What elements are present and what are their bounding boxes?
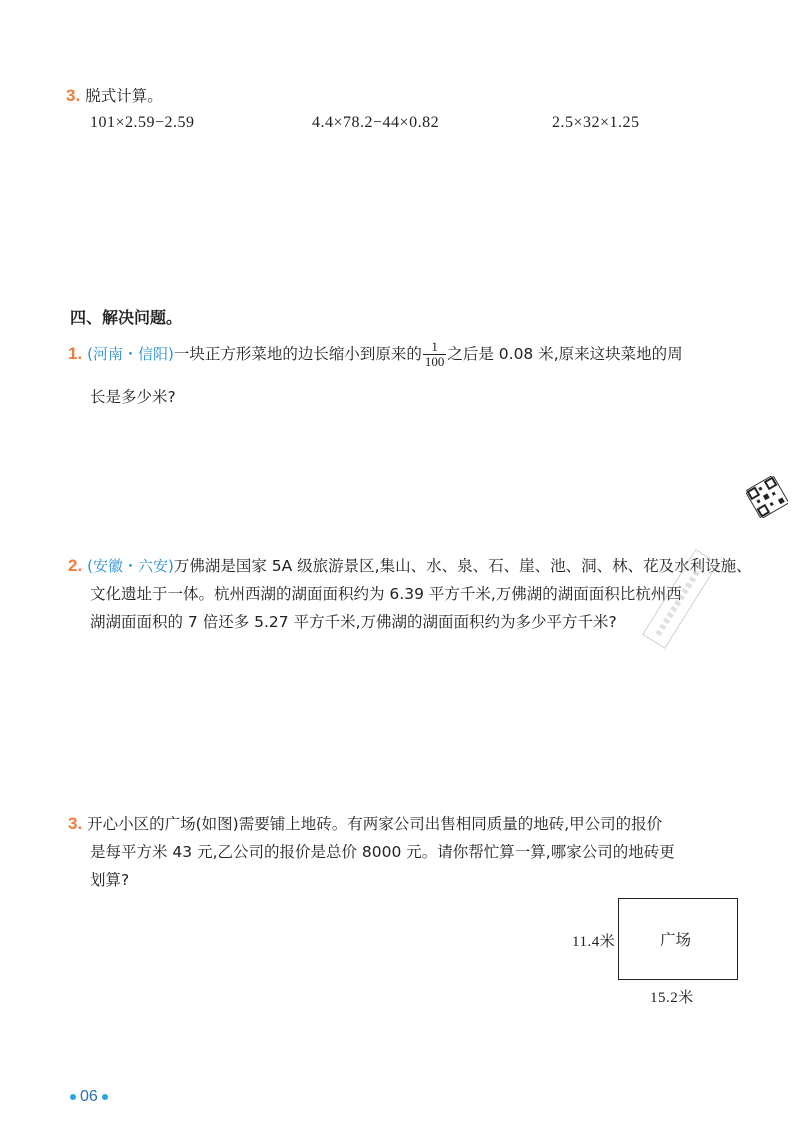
q2-number: 2. [68,556,83,575]
q3-number: 3. [68,814,83,833]
q1-fraction [423,340,447,369]
watermark-stamp [612,540,752,660]
q2-line3: 湖湖面面积的 7 倍还多 5.27 平方千米,万佛湖的湖面面积约为多少平方千米? [90,613,617,631]
section3-title: 脱式计算。 [85,87,163,105]
q1-text-pre: 一块正方形菜地的边长缩小到原来的 [173,345,422,363]
q1-source: (河南・信阳) [87,345,174,363]
page-number-text: 06 [80,1088,98,1105]
page-dot-left-icon [70,1094,76,1100]
expression-1: 101×2.59−2.59 [90,114,195,131]
q1-number: 1. [68,344,83,363]
expression-2: 4.4×78.2−44×0.82 [312,114,440,131]
q1-fraction-denominator: 100 [424,354,445,369]
plaza-width-label: 15.2米 [650,990,694,1006]
q3-line2: 是每平方米 43 元,乙公司的报价是总价 8000 元。请你帮忙算一算,哪家公司的地砖更 [90,843,675,861]
q3-line3: 划算? [90,871,130,889]
q3-text-1: 开心小区的广场(如图)需要铺上地砖。有两家公司出售相同质量的地砖,甲公司的报价 [87,815,663,833]
qr-code-icon [746,476,788,518]
section3-heading [66,86,163,106]
plaza-height-label: 11.4米 [572,934,616,950]
q1-text-post: 之后是 0.08 米,原来这块菜地的周 [447,345,683,363]
q1-line1 [68,340,683,369]
page-number [66,1088,112,1106]
q3-line1 [68,812,662,834]
q2-source: (安徽・六安) [87,557,174,575]
q2-line2: 文化遗址于一体。杭州西湖的湖面面积约为 6.39 平方千米,万佛湖的湖面面积比杭州西 [90,585,682,603]
expression-3: 2.5×32×1.25 [552,114,640,131]
section3-number: 3. [66,86,81,105]
page-dot-right-icon [102,1094,108,1100]
q1-fraction-numerator: 1 [431,339,438,354]
q2-text-1: 万佛湖是国家 5A 级旅游景区,集山、水、泉、石、崖、池、洞、林、花及水利设施、 [173,557,752,575]
section4-title: 四、解决问题。 [70,308,183,327]
q1-line2: 长是多少米? [90,388,176,406]
plaza-label: 广场 [660,931,692,949]
